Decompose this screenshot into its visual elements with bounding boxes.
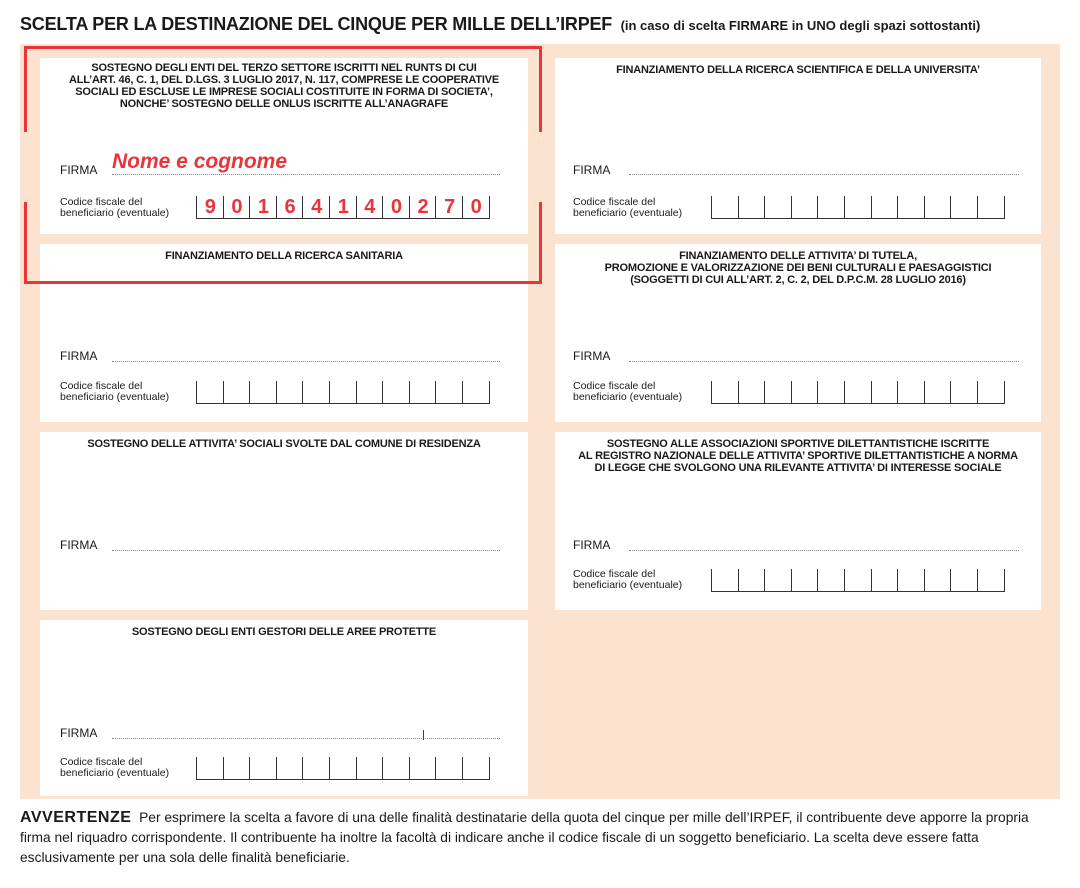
cf-cell[interactable] <box>898 196 925 218</box>
cf-cell[interactable] <box>197 381 224 403</box>
cf-cell[interactable] <box>978 569 1005 591</box>
cf-cell[interactable] <box>818 569 845 591</box>
box-aree-protette-title <box>40 626 528 638</box>
cf-label-line: Codice fiscale del <box>573 380 656 392</box>
cf-cell[interactable] <box>792 381 819 403</box>
title-line: SOSTEGNO DELLE ATTIVITA’ SOCIALI SVOLTE DAL COMUNE DI RESIDENZA <box>87 438 481 450</box>
signature-line[interactable] <box>112 361 500 362</box>
cf-cell[interactable] <box>303 757 330 779</box>
cf-cell[interactable] <box>818 196 845 218</box>
signature-line[interactable] <box>629 174 1019 175</box>
title-line: PROMOZIONE E VALORIZZAZIONE DEI BENI CULTURALI E PAESAGGISTICI <box>604 262 992 274</box>
cf-label-line: beneficiario (eventuale) <box>573 391 683 403</box>
box-aree-protette <box>40 620 528 796</box>
title-line: AL REGISTRO NAZIONALE DELLE ATTIVITA’ SPORTIVE DILETTANTISTICHE A NORMA <box>578 450 1018 462</box>
cf-cell[interactable] <box>818 381 845 403</box>
title-line: SOSTEGNO ALLE ASSOCIAZIONI SPORTIVE DILETTANTISTICHE ISCRITTE <box>606 438 990 450</box>
cf-digit: 1 <box>257 196 270 218</box>
cf-cell[interactable] <box>712 381 739 403</box>
cf-cell[interactable] <box>712 569 739 591</box>
firma-label: FIRMA <box>60 538 98 552</box>
cf-cell[interactable] <box>357 381 384 403</box>
cf-cell[interactable] <box>383 757 410 779</box>
cf-cell[interactable] <box>951 569 978 591</box>
signature-filled-name: Nome e cognome <box>112 150 288 173</box>
cf-digit: 1 <box>337 196 349 218</box>
cf-label-line: Codice fiscale del <box>573 568 656 580</box>
codice-fiscale-boxes[interactable] <box>196 757 490 780</box>
cf-digit: 2 <box>417 196 429 218</box>
firma-label: FIRMA <box>573 538 611 552</box>
cf-digit: 9 <box>204 196 216 218</box>
cf-label-line: beneficiario (eventuale) <box>573 207 683 219</box>
cf-cell[interactable] <box>845 381 872 403</box>
title-line: FINANZIAMENTO DELLE ATTIVITA’ DI TUTELA, <box>679 250 917 262</box>
cf-cell[interactable] <box>792 196 819 218</box>
title-line: ALL’ART. 46, C. 1, DEL D.LGS. 3 LUGLIO 2017, N. 117, COMPRESE LE COOPERATIVE <box>69 74 499 86</box>
form-title <box>20 14 980 35</box>
cf-cell[interactable] <box>792 569 819 591</box>
title-line: SOSTEGNO DEGLI ENTI DEL TERZO SETTORE ISCRITTI NEL RUNTS DI CUI <box>91 62 477 74</box>
firma-label: FIRMA <box>60 163 98 177</box>
highlight-frame-top <box>24 46 542 132</box>
title-line: DI LEGGE CHE SVOLGONO UNA RILEVANTE ATTIVITA’ DI INTERESSE SOCIALE <box>594 462 1002 474</box>
cf-cell[interactable] <box>978 196 1005 218</box>
cf-digit: 0 <box>231 196 243 218</box>
form-title-subtitle: (in caso di scelta FIRMARE in UNO degli spazi sottostanti) <box>620 18 981 33</box>
text-cursor-mark <box>423 730 424 740</box>
codice-fiscale-boxes[interactable] <box>711 381 1005 404</box>
firma-label: FIRMA <box>60 726 98 740</box>
signature-line[interactable] <box>629 361 1019 362</box>
cf-cell[interactable] <box>357 757 384 779</box>
cf-cell[interactable] <box>925 569 952 591</box>
codice-fiscale-label <box>573 197 682 219</box>
title-line: FINANZIAMENTO DELLA RICERCA SANITARIA <box>165 250 403 262</box>
box-sportive-title <box>555 438 1041 474</box>
box-ricerca-universita <box>555 58 1041 234</box>
firma-label: FIRMA <box>573 163 611 177</box>
codice-fiscale-label <box>573 569 682 591</box>
signature-line[interactable] <box>629 550 1019 551</box>
cf-cell[interactable] <box>739 381 766 403</box>
cf-cell[interactable] <box>845 569 872 591</box>
cf-digit: 4 <box>311 196 323 218</box>
cf-cell[interactable] <box>436 757 463 779</box>
cf-cell[interactable] <box>224 757 251 779</box>
cf-cell[interactable] <box>224 381 251 403</box>
cf-cell[interactable] <box>951 381 978 403</box>
box-beni-culturali-title <box>555 250 1041 286</box>
box-beni-culturali <box>555 244 1041 422</box>
cf-cell[interactable] <box>250 381 277 403</box>
cf-cell[interactable] <box>765 381 792 403</box>
cf-cell[interactable] <box>330 381 357 403</box>
cf-label-line: Codice fiscale del <box>60 756 143 768</box>
warning-text: Per esprimere la scelta a favore di una delle finalità destinatarie della quota del cinque per mille dell’IRPEF, il contribuente deve apporre la propria firma nel riquadro corrispondente. Il contribuente ha inoltre la facoltà di indicare anche il codice fiscale di un soggetto beneficiario. La scelta deve essere fatta esclusivamente per una sola delle finalità beneficiarie. <box>20 810 1029 865</box>
title-line: SOCIALI ED ESCLUSE LE IMPRESE SOCIALI COSTITUITE IN FORMA DI SOCIETA’, <box>75 86 493 98</box>
codice-fiscale-label <box>573 381 682 403</box>
cf-label-line: beneficiario (eventuale) <box>60 767 170 779</box>
cf-cell[interactable] <box>925 196 952 218</box>
box-sportive <box>555 432 1041 610</box>
cf-digit: 0 <box>390 196 403 218</box>
cf-cell[interactable] <box>951 196 978 218</box>
cf-cell[interactable] <box>765 196 792 218</box>
cf-cell[interactable] <box>463 757 490 779</box>
codice-fiscale-label <box>60 381 169 403</box>
cf-cell[interactable] <box>463 381 490 403</box>
warning-note <box>20 808 1060 868</box>
cf-cell[interactable] <box>845 196 872 218</box>
cf-cell[interactable] <box>303 381 330 403</box>
cf-cell[interactable] <box>898 381 925 403</box>
cf-label-line: beneficiario (eventuale) <box>60 207 170 219</box>
cf-cell[interactable] <box>410 757 437 779</box>
cf-cell[interactable] <box>872 569 899 591</box>
cf-cell[interactable] <box>436 381 463 403</box>
cf-cell[interactable] <box>872 196 899 218</box>
cf-cell[interactable] <box>925 381 952 403</box>
cf-cell[interactable] <box>898 569 925 591</box>
form-title-main: SCELTA PER LA DESTINAZIONE DEL CINQUE PER MILLE DELL’IRPEF <box>20 14 613 34</box>
title-line: FINANZIAMENTO DELLA RICERCA SCIENTIFICA E DELLA UNIVERSITA’ <box>616 64 980 76</box>
title-line: SOSTEGNO DEGLI ENTI GESTORI DELLE AREE PROTETTE <box>131 626 437 638</box>
cf-label-line: Codice fiscale del <box>573 196 656 208</box>
box-ricerca-universita-title <box>555 64 1041 76</box>
codice-fiscale-boxes[interactable] <box>711 569 1005 592</box>
box-comune-title <box>40 438 528 450</box>
signature-line[interactable] <box>112 550 500 551</box>
firma-label: FIRMA <box>573 349 611 363</box>
cf-cell[interactable] <box>197 757 224 779</box>
cf-cell[interactable] <box>739 569 766 591</box>
cf-label-line: beneficiario (eventuale) <box>573 579 683 591</box>
cf-cell[interactable] <box>739 196 766 218</box>
cf-cell[interactable] <box>712 196 739 218</box>
cf-cell[interactable] <box>250 757 277 779</box>
highlight-frame-bottom <box>24 202 542 284</box>
cf-digit: 4 <box>364 196 376 218</box>
cf-cell[interactable] <box>277 757 304 779</box>
cf-digit: 7 <box>444 196 456 218</box>
firma-label: FIRMA <box>60 349 98 363</box>
title-line: NONCHE’ SOSTEGNO DELLE ONLUS ISCRITTE ALL’ANAGRAFE <box>119 98 449 110</box>
cf-cell[interactable] <box>872 381 899 403</box>
codice-fiscale-boxes[interactable] <box>196 381 490 404</box>
cf-cell[interactable] <box>330 757 357 779</box>
cf-label-line: beneficiario (eventuale) <box>60 391 170 403</box>
box-comune <box>40 432 528 610</box>
cf-digit: 6 <box>284 196 296 218</box>
cf-digit: 0 <box>470 196 482 218</box>
warning-heading: AVVERTENZE <box>20 809 132 826</box>
codice-fiscale-boxes[interactable] <box>711 196 1005 219</box>
cf-cell[interactable] <box>383 381 410 403</box>
cf-cell[interactable] <box>277 381 304 403</box>
cf-cell[interactable] <box>765 569 792 591</box>
title-line: (SOGGETTI DI CUI ALL’ART. 2, C. 2, DEL D.P.C.M. 28 LUGLIO 2016) <box>630 274 966 286</box>
signature-line[interactable] <box>112 738 500 739</box>
cf-cell[interactable] <box>410 381 437 403</box>
signature-line[interactable] <box>112 174 500 175</box>
cf-label-line: Codice fiscale del <box>60 196 143 208</box>
codice-fiscale-label <box>60 757 169 779</box>
cf-cell[interactable] <box>978 381 1005 403</box>
cf-label-line: Codice fiscale del <box>60 380 143 392</box>
